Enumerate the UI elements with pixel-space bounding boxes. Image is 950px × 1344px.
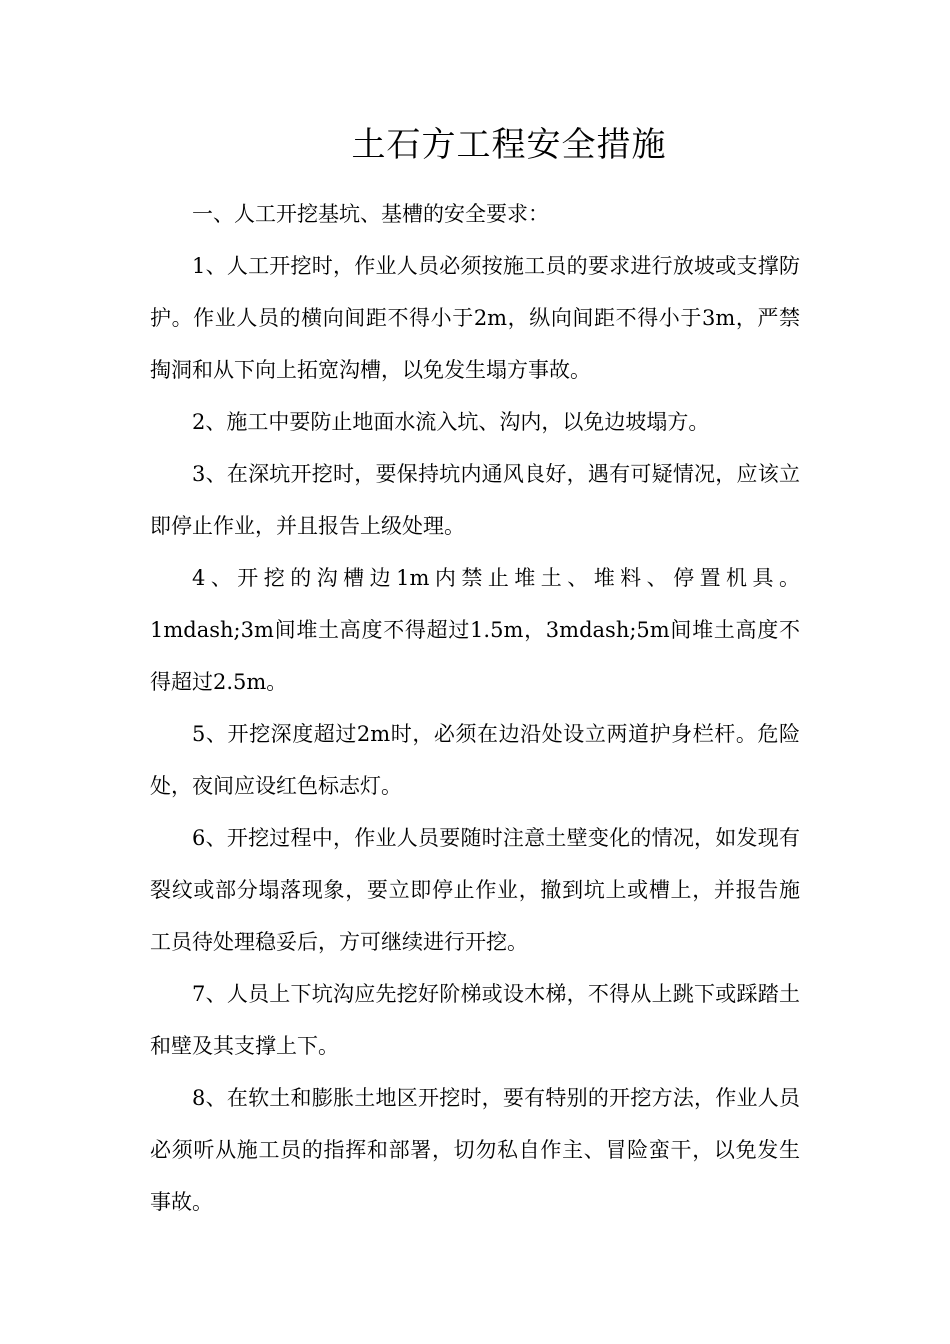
section-heading: 一、人工开挖基坑、基槽的安全要求： — [192, 202, 549, 226]
paragraph-item-8: 8、在软土和膨胀土地区开挖时，要有特别的开挖方法，作业人员必须听从施工员的指挥和部署，切勿私自作主、冒险蛮干，以免发生事故。 — [150, 1086, 800, 1214]
paragraph-item-3: 3、在深坑开挖时，要保持坑内通风良好，遇有可疑情况，应该立即停止作业，并且报告上级处理。 — [150, 462, 800, 538]
paragraph-item-6: 6、开挖过程中，作业人员要随时注意土壁变化的情况，如发现有裂纹或部分塌落现象，要立即停止作业，撤到坑上或槽上，并报告施工员待处理稳妥后，方可继续进行开挖。 — [150, 826, 800, 954]
document-title: 土石方工程安全措施 — [351, 125, 667, 165]
paragraph-item-7: 7、人员上下坑沟应先挖好阶梯或设木梯，不得从上跳下或踩踏土和壁及其支撑上下。 — [150, 982, 800, 1058]
paragraph-item-4: 4、开挖的沟槽边1m内禁止堆土、堆料、停置机具。1mdash;3m间堆土高度不得超过1.5m，3mdash;5m间堆土高度不得超过2.5m。 — [150, 566, 800, 694]
document-body — [150, 188, 800, 1228]
paragraph-item-1: 1、人工开挖时，作业人员必须按施工员的要求进行放坡或支撑防护。作业人员的横向间距不得小于2m，纵向间距不得小于3m，严禁掏洞和从下向上拓宽沟槽，以免发生塌方事故。 — [150, 254, 800, 382]
paragraph-item-5: 5、开挖深度超过2m时，必须在边沿处设立两道护身栏杆。危险处，夜间应设红色标志灯。 — [150, 722, 800, 798]
paragraph-item-2: 2、施工中要防止地面水流入坑、沟内，以免边坡塌方。 — [192, 410, 710, 434]
